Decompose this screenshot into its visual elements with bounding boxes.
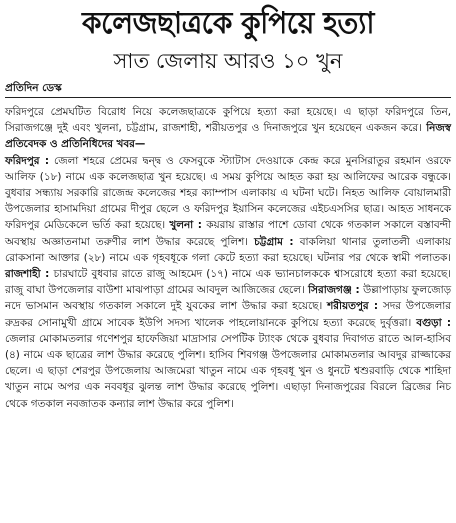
text-bogura: জেলার মোকামতলার গণেশপুর হাফেজিয়া মাদ্রাসার সেপটিক ট্যাংক থেকে বুধবার দিবাগত রাতে আল-হাসিব (৪) নামে এক ছাত্রের লাশ উদ্ধার করেছে পুলিশ। হাসিব শিবগঞ্জ উপজেলার মোকামতলার আবদুর রাজ্জাকের ছেলে। এ ছাড়া শেরপুর উপজেলায় আজমেরা খাতুন নামে এক গৃহবধূ খুন ও ধুনটে শ্বশুরবাড়ি থেকে শাহিদা খাতুন নামে অপর এক নববধূর ঝুলন্ত লাশ উদ্ধার করেছে পুলিশ। এছাড়া দিনাজপুরের বিরলে ব্রিজের নিচ থেকে গতকাল নবজাতক কন্যার লাশ উদ্ধার করে পুলিশ।: [5, 332, 451, 410]
place-bogura: বগুড়া :: [416, 316, 452, 329]
subheadline: সাত জেলায় আরও ১০ খুন: [113, 49, 343, 73]
news-clipping: [5, 4, 451, 515]
text-shariatpur: সদর উপজেলার রুদ্রকর সোনামুখী গ্রামে সাবেক ইউপি সদস্য খালেক পাহলোয়ানকে কুপিয়ে হত্যা করেছে দুর্বৃত্তরা।: [5, 300, 452, 329]
text-sirajganj: উল্লাপাড়ায় ফুলজোড় নদে ভাসমান অবস্থায় গতকাল সকালে দুই যুবকের লাশ উদ্ধার করা হয়েছে।: [5, 284, 452, 313]
byline-divider: [5, 97, 451, 98]
headline: কলেজছাত্রকে কুপিয়ে হত্যা: [82, 6, 374, 41]
place-faridpur: ফরিদপুর :: [5, 154, 49, 167]
place-sirajganj: সিরাজগঞ্জ :: [308, 284, 360, 297]
place-rajshahi: রাজশাহী :: [5, 268, 50, 281]
text-chattogram: বাকলিয়া থানার তুলাতলী এলাকায় রোকসানা আক্তার (২৮) নামে এক গৃহবধূকে গলা কেটে হত্যা করা হয়েছে। ঘটনার পর থেকে স্বামী পলাতক।: [5, 235, 452, 264]
text-faridpur: জেলা শহরে প্রেমের দ্বন্দ্ব ও ফেসবুকে স্ট্যাটাস দেওয়াকে কেন্দ্র করে মুনসিরাতুর রহমান ওরফে আলিফ (১৮) নামে এক কলেজছাত্র খুন হয়েছে। এ সময় কুপিয়ে আহত করা হয় আলিফের আরেক বন্ধুকে। বুধবার সন্ধ্যায় সরকারি রাজেন্দ্র কলেজের শহর ক্যাম্পাস এলাকায় এ ঘটনা ঘটে। নিহত আলিফ বোয়ালমারী উপজেলার হাসামদিয়া গ্রামের দীপুর ছেলে ও ফরিদপুর ইয়াসিন কলেজের এইচএসসির ছাত্র। আহত সাধনকে ফরিদপুর মেডিকেলে ভর্তি করা হয়েছে।: [5, 154, 451, 232]
place-chattogram: চট্টগ্রাম :: [254, 235, 294, 248]
article-intro: ফরিদপুরে প্রেমঘটিত বিরোধ নিয়ে কলেজছাত্রকে কুপিয়ে হত্যা করা হয়েছে। এ ছাড়া ফরিদপুরে তিন, সিরাজগঞ্জে দুই এবং খুলনা, চট্টগ্রাম, রাজশাহী, শরীয়তপুর ও দিনাজপুরে খুন হয়েছেন একজন করে।: [5, 106, 451, 135]
text-rajshahi: চারঘাটে বুধবার রাতে রাজু আহমেদ (১৭) নামে এক ভ্যানচালককে শ্বাসরোধে হত্যা করা হয়েছে। রাজু বাঘা উপজেলার বাউশা মাঝপাড়া গ্রামের আবদুল আজিজের ছেলে।: [5, 268, 451, 297]
article-body: [5, 104, 451, 412]
byline: প্রতিদিন ডেস্ক: [5, 82, 62, 94]
place-shariatpur: শরীয়তপুর :: [327, 300, 379, 313]
intro-credit: নিজস্ব প্রতিবেদক ও প্রতিনিধিদের খবর—: [5, 122, 451, 151]
place-khulna: খুলনা :: [169, 219, 202, 232]
text-khulna: কয়রায় রাস্তার পাশে ডোবা থেকে গতকাল সকালে বস্তাবন্দী অবস্থায় অজ্ঞাতনামা তরুণীর লাশ উদ্ধার করেছে পুলিশ।: [5, 219, 451, 248]
